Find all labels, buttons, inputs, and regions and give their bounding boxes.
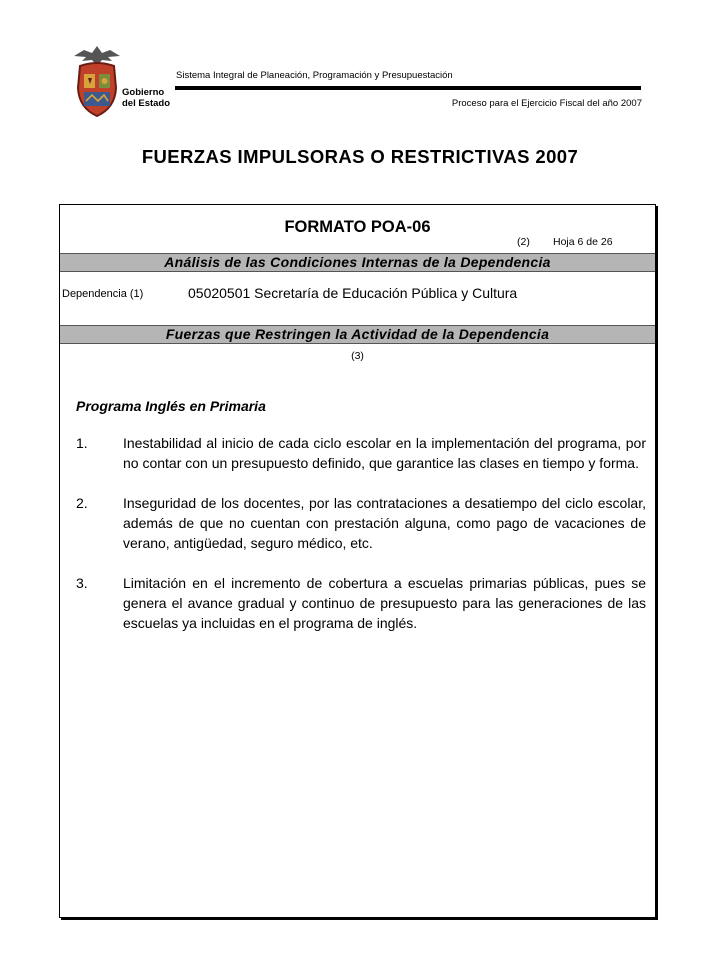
government-label-line2: del Estado xyxy=(122,98,171,109)
page-counter: Hoja 6 de 26 xyxy=(553,236,613,248)
restrictions-list xyxy=(76,433,646,653)
list-item xyxy=(76,433,646,473)
form-ref: (2) xyxy=(517,236,530,248)
program-title: Programa Inglés en Primaria xyxy=(76,398,266,414)
dependency-label: Dependencia (1) xyxy=(62,288,144,300)
dependency-value: 05020501 Secretaría de Educación Pública y Cultura xyxy=(188,285,518,301)
item-number: 1. xyxy=(76,435,88,451)
government-label xyxy=(122,87,170,109)
page-title: FUERZAS IMPULSORAS O RESTRICTIVAS 2007 xyxy=(141,146,579,167)
section-ref: (3) xyxy=(351,350,364,362)
list-item xyxy=(76,493,646,553)
form-frame xyxy=(59,204,656,918)
item-number: 3. xyxy=(76,575,88,591)
form-title: FORMATO POA-06 xyxy=(284,218,431,236)
list-item xyxy=(76,573,646,633)
restrictive-forces-band: Fuerzas que Restringen la Actividad de la Dependencia xyxy=(60,325,655,344)
analysis-band: Análisis de las Condiciones Internas de la Dependencia xyxy=(60,253,655,272)
item-text: Inestabilidad al inicio de cada ciclo escolar en la implementación del programa, por no contar con un presupuesto definido, que garantice las clases en tiempo y forma. xyxy=(123,435,646,471)
system-title: Sistema Integral de Planeación, Programación y Presupuestación xyxy=(176,70,453,81)
item-text: Inseguridad de los docentes, por las contrataciones a desatiempo del ciclo escolar, además de que no cuentan con prestación alguna, como pago de vacaciones de verano, antigüedad, seguro médico, etc. xyxy=(123,495,646,551)
item-text: Limitación en el incremento de cobertura a escuelas primarias públicas, pues se genera el avance gradual y continuo de presupuesto para las generaciones de las escuelas ya incluidas en el programa de inglés. xyxy=(123,575,646,631)
government-label-line1: Gobierno xyxy=(122,87,165,98)
header-divider xyxy=(175,86,641,90)
fiscal-process-label: Proceso para el Ejercicio Fiscal del año 2007 xyxy=(451,98,642,109)
state-coat-of-arms-icon xyxy=(70,44,124,120)
item-number: 2. xyxy=(76,495,88,511)
